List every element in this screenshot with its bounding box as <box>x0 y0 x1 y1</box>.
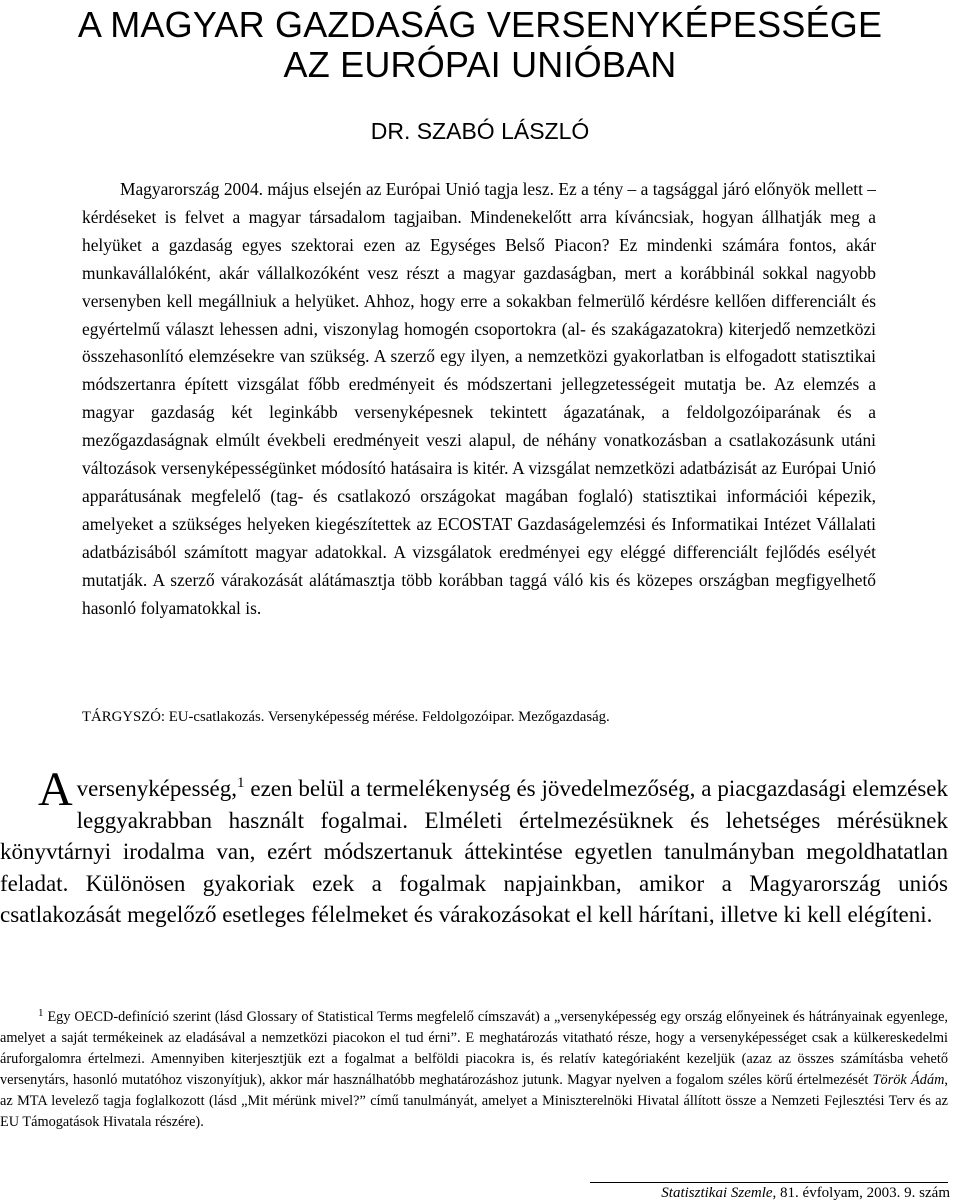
title-line-1: A MAGYAR GAZDASÁG VERSENYKÉPESSÉGE <box>77 4 883 45</box>
keywords: TÁRGYSZÓ: EU-csatlakozás. Versenyképesség mérése. Feldolgozóipar. Mezőgazdaság. <box>82 709 610 725</box>
body-text-start: versenyképesség, <box>76 776 237 801</box>
drop-cap: A <box>38 763 73 816</box>
footnote-mark: 1 <box>38 1007 44 1019</box>
footnote-text-2: , az MTA levelező tagja foglalkozott (lásd „Mit mérünk mivel?” című tanulmányát, amelyet a Miniszterelnöki Hivatal állított össze a Nemzeti Fejlesztési Terv és az EU Támogatások Hivatala részére). <box>0 1072 948 1131</box>
abstract: Magyarország 2004. május elsején az Európai Unió tagja lesz. Ez a tény – a tagsággal járó előnyök mellett – kérdéseket is felvet a magyar társadalom tagjaiban. Mindenekelőtt arra kíváncsiak, hogyan állhatják meg a helyüket a gazdaság egyes szektorai ezen az Egységes Belső Piacon? Ez mindenki számára fontos, akár munkavállalóként, akár vállalkozóként vesz részt a magyar gazdaságban, mert a korábbinál sokkal nagyobb versenyben kell megállniuk a helyüket. Ahhoz, hogy erre a sokakban felmerülő kérdésre kellően differenciált és egyértelmű választ lehessen adni, viszonylag homogén csoportokra (al- és szakágazatokra) kiterjedő nemzetközi összehasonlító elemzésekre van szükség. A szerző egy ilyen, a nemzetközi gyakorlatban is elfogadott statisztikai módszertanra épített vizsgálat főbb eredményeit és módszertani jellegzetességeit mutatja be. Az elemzés a magyar gazdaság két leginkább versenyképesnek tekintett ágazatának, a feldolgozóiparának és a mezőgazdaságnak elmúlt évekbeli eredményeit veszi alapul, de néhány vonatkozásban a csatlakozásunk utáni változások versenyképességünket módosító hatásaira is kitér. A vizsgálat nemzetközi adatbázisát az Európai Unió apparátusának megfelelő (tag- és csatlakozó országokat magában foglaló) statisztikai információi képezik, amelyeket a szükséges helyeken kiegészítettek az ECOSTAT Gazdaságelemzési és Informatikai Intézet Vállalati adatbázisából számított magyar adatokkal. A vizsgálatok eredményei egy eléggé differenciált fejlődés esélyét mutatják. A szerző várakozását alátámasztja több korábban taggá váló kis és közepes országban megfigyelhető hasonló folyamatokkal is. <box>82 179 876 618</box>
journal-name: Statisztikai Szemle <box>661 1185 773 1201</box>
footnote-reference[interactable]: 1 <box>236 775 245 791</box>
journal-issue: , 81. évfolyam, 2003. 9. szám <box>772 1185 950 1201</box>
author: DR. SZABÓ LÁSZLÓ <box>370 118 590 144</box>
footnote-text-1: Egy OECD-definíció szerint (lásd Glossary of Statistical Terms megfelelő címszavát) a „versenyképesség egy ország előnyeinek és hátrányainak egyenlege, amelyet a saját termékeinek az eladásával a nemzetközi piacokon el tud érni”. E meghatározás vitatható része, hogy a versenyképességet csak a külkereskedelmi áruforgalomra értelmezi. Amennyiben kiterjesztjük ezt a fogalmat a belföldi piacokra is, és relatív kategóriaként kezeljük (azaz az összes számításba vehető versenytárs, hasonló mutatóhoz viszonyítjuk), akkor már használhatóbb meghatározáshoz jutunk. Magyar nyelven a fogalom széles körű értelmezését <box>0 1009 948 1089</box>
body-paragraph <box>0 763 948 931</box>
body-text-rest: ezen belül a termelékenység és jövedelmezőség, a piacgazdasági elemzések leggyakrabban használt fogalmai. Elméleti értelmezésüknek és lehetséges mérésüknek könyvtárnyi irodalma van, ezért módszertanuk áttekintése egyetlen tanulmányban megoldhatatlan feladat. Különösen gyakoriak ezek a fogalmak napjainkban, amikor a Magyarország uniós csatlakozását megelőző esetleges félelmeket és várakozásokat el kell hárítani, illetve ki kell elégíteni. <box>0 776 948 927</box>
journal-citation <box>560 1183 950 1203</box>
footnote-author-name: Török Ádám <box>872 1072 945 1089</box>
footnote <box>0 1003 948 1134</box>
title-line-2: AZ EURÓPAI UNIÓBAN <box>283 44 677 85</box>
